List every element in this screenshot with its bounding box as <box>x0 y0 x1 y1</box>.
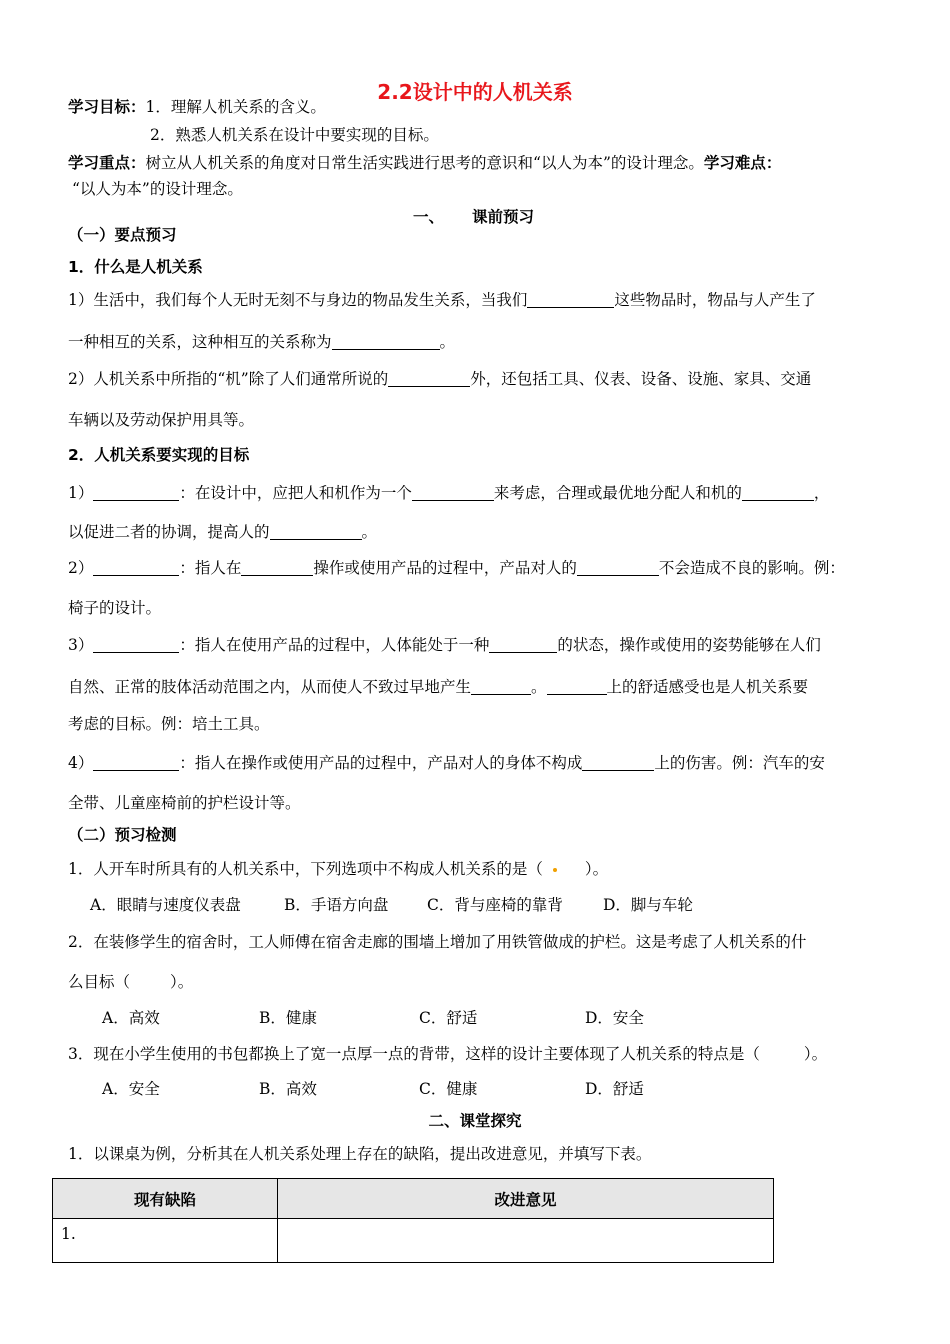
text: 操作或使用产品的过程中，产品对人的 <box>313 559 577 577</box>
check-q2-options <box>102 1007 644 1029</box>
text: ）。 <box>803 1045 828 1063</box>
objectives-line-1 <box>68 96 326 118</box>
check-q1 <box>68 858 608 880</box>
option[interactable]: B．手语方向盘 <box>284 896 389 914</box>
q1-2-line2: 车辆以及劳动保护用具等。 <box>68 411 255 429</box>
text: 2） <box>68 559 94 577</box>
text: 一种相互的关系，这种相互的关系称为 <box>68 333 332 351</box>
answer-blank[interactable] <box>471 678 531 695</box>
goal4-line1 <box>68 752 825 774</box>
text: 1） <box>68 484 94 502</box>
q1-1-line1 <box>68 289 816 311</box>
option[interactable]: C．舒适 <box>419 1009 478 1027</box>
mark-dot <box>553 868 557 872</box>
section1-num: 一、 <box>413 208 445 226</box>
check-q3-options <box>102 1078 644 1100</box>
answer-blank[interactable] <box>742 484 814 501</box>
text: 上的舒适感受也是人机关系要 <box>606 678 809 696</box>
text: 3．现在小学生使用的书包都换上了宽一点厚一点的背带，这样的设计主要体现了人机关系的特点是（ <box>68 1045 760 1063</box>
text: 。 <box>531 678 547 696</box>
difficulty-label: 学习难点： <box>703 154 782 172</box>
option[interactable]: A．眼睛与速度仪表盘 <box>90 896 241 914</box>
text: 4） <box>68 754 94 772</box>
answer-blank[interactable] <box>412 484 494 501</box>
q1-2-line1 <box>68 368 811 390</box>
answer-blank[interactable] <box>332 333 440 350</box>
answer-blank[interactable] <box>577 559 659 576</box>
goal4-line2: 全带、儿童座椅前的护栏设计等。 <box>68 794 301 812</box>
text: 3） <box>68 636 94 654</box>
goal1-line1 <box>68 482 829 504</box>
text: 自然、正常的肢体活动范围之内，从而使人不致过早地产生 <box>68 678 472 696</box>
answer-blank[interactable] <box>527 291 614 308</box>
answer-blank[interactable] <box>489 636 557 653</box>
q1-1-line2 <box>68 331 455 353</box>
objectives-label: 学习目标： <box>68 98 146 116</box>
table-cell[interactable]: 1. <box>53 1219 278 1263</box>
text: 1．人开车时所具有的人机关系中，下列选项中不构成人机关系的是（ <box>68 860 543 878</box>
text: 虑了人机关系的什 <box>682 933 807 951</box>
table-cell[interactable] <box>278 1219 774 1263</box>
defects-table <box>52 1178 774 1263</box>
text: 这些物品时，物品与人产生了 <box>614 291 816 309</box>
text: ）。 <box>170 973 194 991</box>
section1-heading <box>413 206 534 228</box>
table-row <box>53 1219 774 1263</box>
answer-blank[interactable] <box>93 559 179 576</box>
answer-blank[interactable] <box>547 678 607 695</box>
text: 外，还包括工具、仪表、设备、设施、家具、交通 <box>470 370 812 388</box>
col-header-defects: 现有缺陷 <box>53 1179 278 1219</box>
focus-label: 学习重点： <box>68 154 146 172</box>
option[interactable]: D．脚与车轮 <box>603 896 693 914</box>
part1-heading: （一）要点预习 <box>68 226 177 244</box>
goal2-line2: 椅子的设计。 <box>68 599 162 617</box>
part2-heading: （二）预习检测 <box>68 826 177 844</box>
section2-heading: 二、课堂探究 <box>428 1112 522 1130</box>
option[interactable]: A．高效 <box>102 1009 160 1027</box>
check-q3 <box>68 1043 827 1065</box>
check-q2-line2 <box>68 971 193 993</box>
answer-blank[interactable] <box>241 559 313 576</box>
section1-title: 课前预习 <box>472 208 535 226</box>
goal3-line1 <box>68 634 821 656</box>
text: 的状态，操作或使用的姿势能够在人们 <box>557 636 821 654</box>
goal2-line1 <box>68 557 845 579</box>
text: 。 <box>361 523 378 541</box>
goal1-line2 <box>68 521 377 543</box>
table-header-row <box>53 1179 774 1219</box>
col-header-improvements: 改进意见 <box>278 1179 774 1219</box>
objective-2: 2．熟悉人机关系在设计中要实现的目标。 <box>150 126 439 144</box>
text: ：指人在操作或使用产品的过程中，产品对人的身体不构成 <box>179 754 583 772</box>
text: ：在设计中，应把人和机作为一个 <box>179 484 412 502</box>
answer-blank[interactable] <box>93 754 179 771</box>
difficulty-text: “以人为本”的设计理念。 <box>72 180 243 198</box>
text: ， <box>813 484 830 502</box>
option[interactable]: C．背与座椅的靠背 <box>427 896 563 914</box>
check-q2-line1 <box>68 931 806 953</box>
explore-q1: 1．以课桌为例，分析其在人机关系处理上存在的缺陷，提出改进意见，并填写下表。 <box>68 1145 652 1163</box>
goal3-line3: 考虑的目标。例：培土工具。 <box>68 715 270 733</box>
check-q1-options <box>90 894 693 916</box>
answer-blank[interactable] <box>93 636 179 653</box>
goal3-line2 <box>68 676 808 698</box>
q2-title: 2．人机关系要实现的目标 <box>68 446 250 464</box>
text: ）。 <box>584 860 609 878</box>
text: 2）人机关系中所指的“机”除了人们通常所说的 <box>68 370 389 388</box>
answer-blank[interactable] <box>93 484 179 501</box>
text: 么目标（ <box>68 973 131 991</box>
option[interactable]: D．舒适 <box>585 1080 644 1098</box>
text: 以促进二者的协调，提高人的 <box>68 523 270 541</box>
text: 不会造成不良的影响。例： <box>658 559 845 577</box>
option[interactable]: A．安全 <box>102 1080 160 1098</box>
answer-blank[interactable] <box>582 754 654 771</box>
option[interactable]: B．高效 <box>259 1080 317 1098</box>
option[interactable]: D．安全 <box>585 1009 644 1027</box>
q1-title: 1．什么是人机关系 <box>68 258 203 276</box>
text: 1）生活中，我们每个人无时无刻不与身边的物品发生关系，当我们 <box>68 291 528 309</box>
text: ：指人在 <box>179 559 242 577</box>
answer-blank[interactable] <box>270 523 362 540</box>
focus-text: 树立从人机关系的角度对日常生活实践进行思考的意识和“以人为本”的设计理念。 <box>145 154 704 172</box>
answer-blank[interactable] <box>388 370 470 387</box>
text: 来考虑，合理或最优地分配人和机的 <box>493 484 742 502</box>
text: ：指人在使用产品的过程中，人体能处于一种 <box>179 636 490 654</box>
text: 上的伤害。例：汽车的安 <box>654 754 825 772</box>
text: 。 <box>439 333 456 351</box>
option[interactable]: C．健康 <box>419 1080 478 1098</box>
focus-line <box>68 152 781 174</box>
page-title: 2.2设计中的人机关系 <box>377 80 573 104</box>
objective-1: 1．理解人机关系的含义。 <box>145 98 326 116</box>
text: 2．在装修学生的宿舍时，工人师傅在宿舍走廊的围墙上增加了用铁管做成的护栏。这是考 <box>68 933 683 951</box>
option[interactable]: B．健康 <box>259 1009 317 1027</box>
